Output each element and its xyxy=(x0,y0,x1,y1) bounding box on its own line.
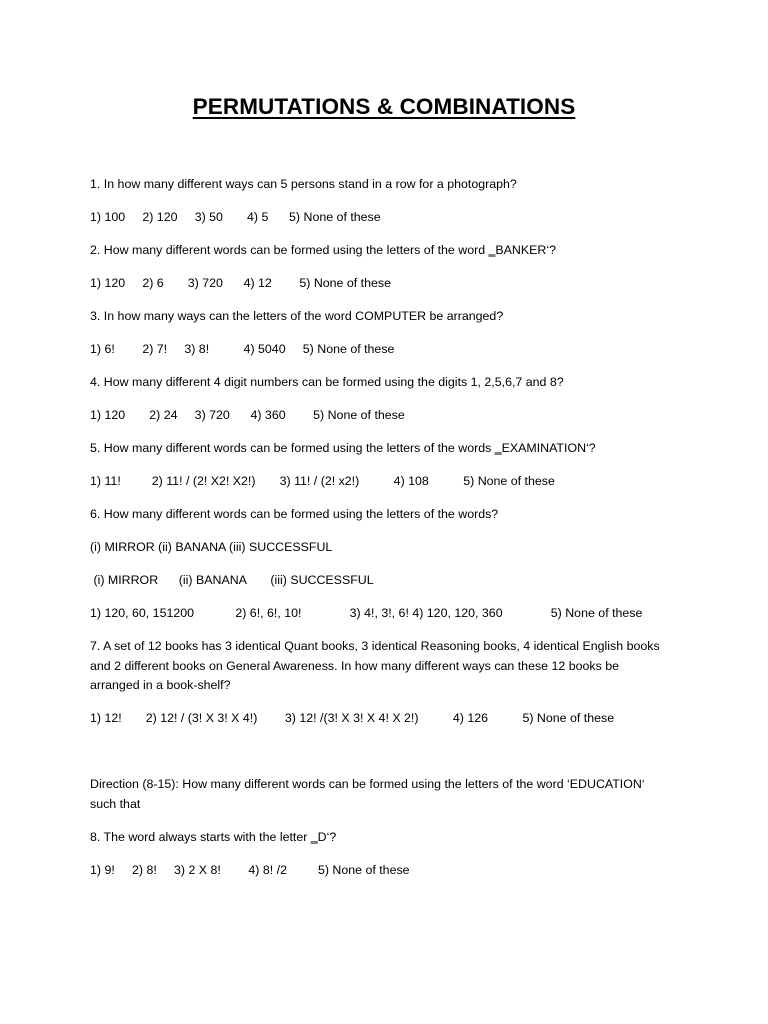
question-8: 8. The word always starts with the letter ‗D‘? xyxy=(90,830,337,844)
options-2: 1) 120 2) 6 3) 720 4) 12 5) None of these xyxy=(90,276,391,290)
document-title: PERMUTATIONS & COMBINATIONS xyxy=(192,94,576,119)
question-6-words-repeat: (i) MIRROR (ii) BANANA (iii) SUCCESSFUL xyxy=(90,573,374,587)
question-2: 2. How many different words can be formed using the letters of the word ‗BANKER‘? xyxy=(90,243,556,257)
question-3: 3. In how many ways can the letters of the word COMPUTER be arranged? xyxy=(90,309,504,323)
options-3: 1) 6! 2) 7! 3) 8! 4) 5040 5) None of these xyxy=(90,342,395,356)
options-6: 1) 120, 60, 151200 2) 6!, 6!, 10! 3) 4!, 3!, 6! 4) 120, 120, 360 5) None of these xyxy=(90,606,643,620)
question-4: 4. How many different 4 digit numbers can be formed using the digits 1, 2,5,6,7 and 8? xyxy=(90,375,564,389)
question-6-words: (i) MIRROR (ii) BANANA (iii) SUCCESSFUL xyxy=(90,540,333,554)
direction-8-15: Direction (8-15): How many different words can be formed using the letters of the word ‘EDUCATION‘ such that xyxy=(90,777,645,811)
options-7: 1) 12! 2) 12! / (3! X 3! X 4!) 3) 12! /(3! X 3! X 4! X 2!) 4) 126 5) None of these xyxy=(90,711,615,725)
question-1: 1. In how many different ways can 5 persons stand in a row for a photograph? xyxy=(90,177,517,191)
question-7: 7. A set of 12 books has 3 identical Quant books, 3 identical Reasoning books, 4 identical English books and 2 different books on General Awareness. In how many different ways can these 12 books be arranged in a book-shelf? xyxy=(90,639,660,692)
options-8: 1) 9! 2) 8! 3) 2 X 8! 4) 8! /2 5) None of these xyxy=(90,863,410,877)
question-6: 6. How many different words can be formed using the letters of the words? xyxy=(90,507,499,521)
options-5: 1) 11! 2) 11! / (2! X2! X2!) 3) 11! / (2! x2!) 4) 108 5) None of these xyxy=(90,474,555,488)
options-1: 1) 100 2) 120 3) 50 4) 5 5) None of these xyxy=(90,210,381,224)
question-5: 5. How many different words can be formed using the letters of the words ‗EXAMINATION‘? xyxy=(90,441,596,455)
options-4: 1) 120 2) 24 3) 720 4) 360 5) None of these xyxy=(90,408,405,422)
